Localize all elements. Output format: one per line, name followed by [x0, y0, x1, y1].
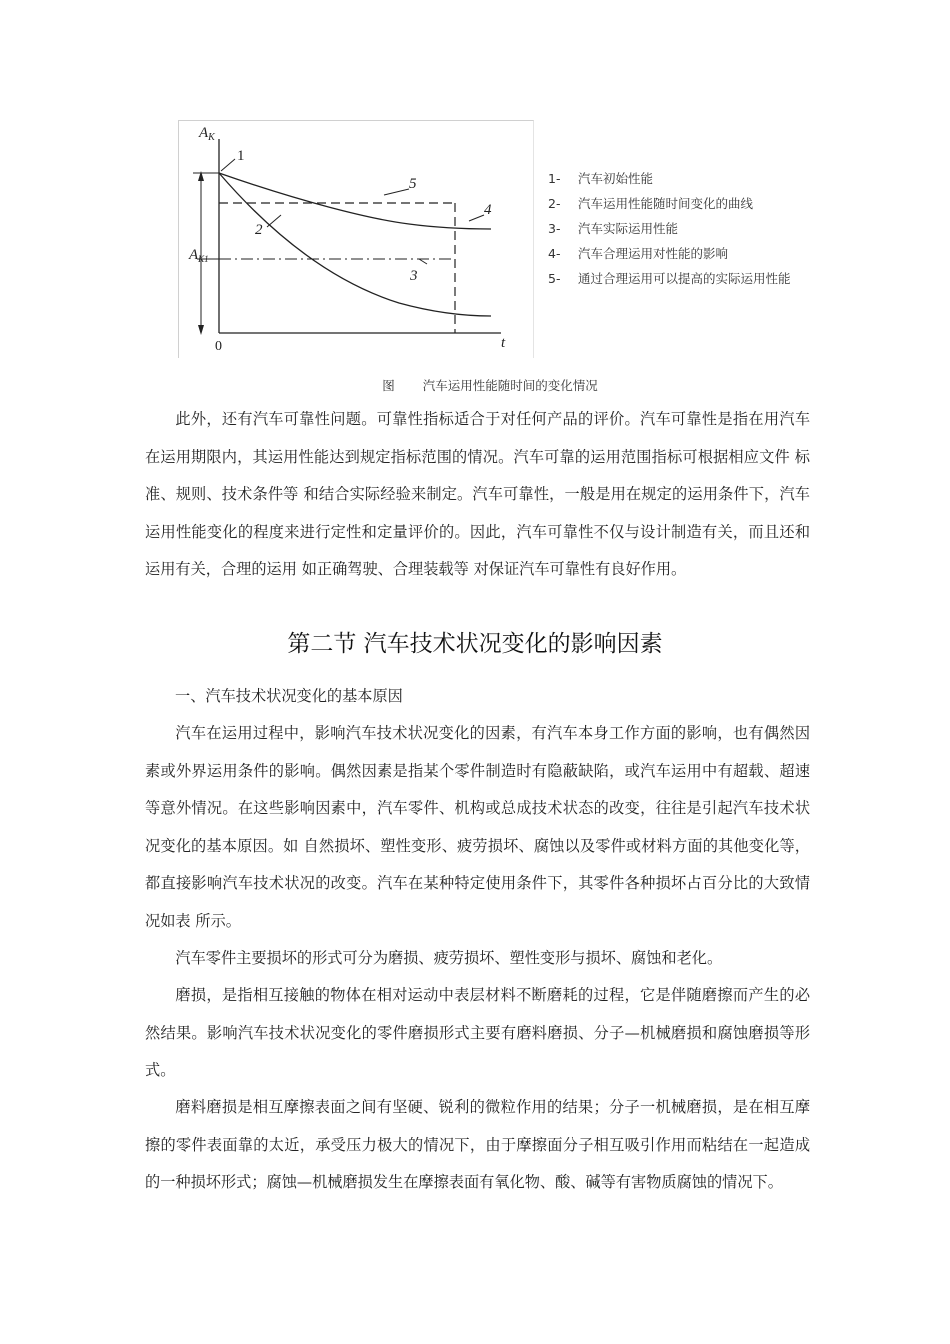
paragraph-abrasive-wear — [145, 1089, 810, 1202]
curve-label-2: 2 — [255, 222, 263, 238]
legend-text: 汽车合理运用对性能的影响 — [578, 246, 729, 261]
origin-label: 0 — [215, 339, 222, 354]
section-title: 第二节 汽车技术状况变化的影响因素 — [287, 631, 663, 657]
paragraph-text: 磨料磨损是相互摩擦表面之间有坚硬、锐利的微粒作用的结果；分子一机械磨损，是在相互摩擦的零件表面靠的太近，承受压力极大的情况下，由于摩擦面分子相互吸引作用而粘结在一起造成的一种损坏形式；腐蚀—机械磨损发生在摩擦表面有氧化物、酸、碱等有害物质腐蚀的情况下。 — [145, 1098, 810, 1191]
legend-number: 3- — [548, 221, 561, 236]
leader-2 — [267, 215, 281, 227]
performance-figure — [178, 120, 534, 358]
legend-item — [548, 216, 928, 241]
legend-text: 汽车运用性能随时间变化的曲线 — [578, 196, 754, 211]
legend-item — [548, 191, 928, 216]
paragraph-text: 此外，还有汽车可靠性问题。可靠性指标适合于对任何产品的评价。汽车可靠性是指在用汽车在运用期限内，其运用性能达到规定指标范围的情况。汽车可靠的运用范围指标可根据相应文件 标准、规则、技术条件等 和结合实际经验来制定。汽车可靠性，一般是用在规定的运用条件下，汽车运用性能变化的程度来进行定性和定量评价的。因此，汽车可靠性不仅与设计制造有关，而且还和运用有关，合理的运用 如正确驾驶、合理装载等 对保证汽车可靠性有良好作用。 — [145, 410, 810, 578]
paragraph-text: 汽车零件主要损坏的形式可分为磨损、疲劳损坏、塑性变形与损坏、腐蚀和老化。 — [175, 949, 723, 967]
legend-item — [548, 166, 928, 191]
leader-1 — [221, 159, 235, 171]
paragraph-wear — [145, 977, 810, 1090]
legend-number: 4- — [548, 246, 561, 261]
curve-2 — [219, 173, 491, 316]
legend-number: 5- — [548, 271, 561, 286]
legend-number: 1- — [548, 171, 561, 186]
legend-text: 汽车初始性能 — [578, 171, 654, 186]
leader-4 — [469, 215, 484, 221]
caption-prefix: 图 — [382, 378, 395, 393]
x-axis-label: t — [501, 335, 506, 351]
figure-caption — [0, 376, 950, 394]
paragraph-reliability — [145, 401, 810, 589]
figure-legend — [548, 166, 928, 291]
paragraph-text: 汽车在运用过程中，影响汽车技术状况变化的因素，有汽车本身工作方面的影响，也有偶然因素或外界运用条件的影响。偶然因素是指某个零件制造时有隐蔽缺陷，或汽车运用中有超载、超速等意外情况。在这些影响因素中，汽车零件、机构或总成技术状态的改变，往往是引起汽车技术状况变化的基本原因。如 自然损坏、塑性变形、疲劳损坏、腐蚀以及零件或材料方面的其他变化等，都直接影响汽车技术状况的改变。汽车在某种特定使用条件下，其零件各种损坏占百分比的大致情况如表 所示。 — [145, 724, 810, 930]
leader-3 — [419, 259, 427, 264]
y-axis-label: $A_K$ — [199, 125, 215, 143]
ak1-label: $A_{K1}$ — [189, 247, 209, 264]
curve-label-4: 4 — [484, 202, 492, 218]
subsection-title: 一、汽车技术状况变化的基本原因 — [175, 687, 403, 705]
caption-text: 汽车运用性能随时间的变化情况 — [422, 378, 598, 393]
legend-item — [548, 266, 928, 291]
curve-4 — [219, 173, 491, 229]
legend-item — [548, 241, 928, 266]
performance-chart — [179, 121, 535, 359]
leader-5 — [384, 189, 409, 195]
legend-text: 通过合理运用可以提高的实际运用性能 — [578, 271, 791, 286]
paragraph-damage-forms — [145, 940, 810, 978]
legend-number: 2- — [548, 196, 561, 211]
legend-text: 汽车实际运用性能 — [578, 221, 679, 236]
paragraph-text: 磨损，是指相互接触的物体在相对运动中表层材料不断磨耗的过程，它是伴随磨擦而产生的必然结果。影响汽车技术状况变化的零件磨损形式主要有磨料磨损、分子—机械磨损和腐蚀磨损等形式。 — [145, 986, 810, 1079]
curve-label-1: 1 — [237, 148, 245, 164]
arrow-down-icon — [198, 325, 204, 335]
curve-label-5: 5 — [409, 176, 417, 192]
curve-label-3: 3 — [410, 268, 418, 284]
paragraph-causes — [145, 715, 810, 940]
